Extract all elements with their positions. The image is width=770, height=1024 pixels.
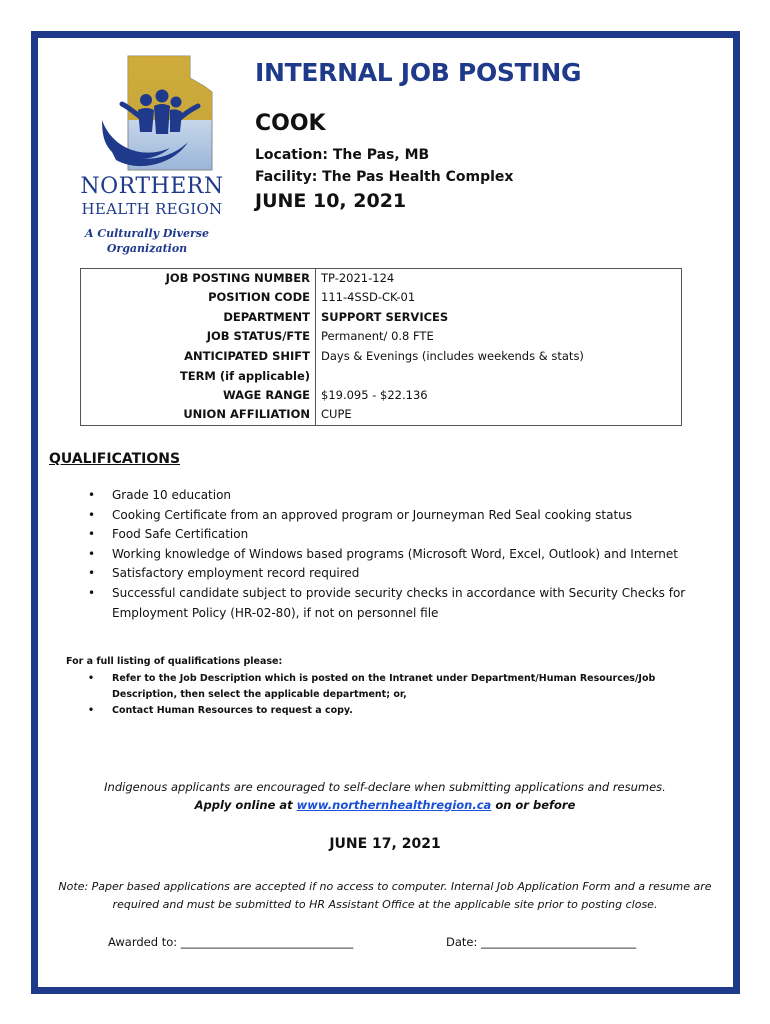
location-text: Location: The Pas, MB (255, 147, 430, 163)
closing-date: JUNE 17, 2021 (329, 836, 441, 852)
table-row (81, 288, 682, 308)
detail-label: JOB POSTING NUMBER (81, 269, 316, 289)
application-block (60, 778, 710, 814)
page-title: INTERNAL JOB POSTING (255, 58, 582, 87)
qualifications-list (88, 486, 708, 623)
job-details-table (80, 268, 682, 426)
detail-value: SUPPORT SERVICES (316, 308, 682, 328)
date-field: Date: ___________________________ (446, 935, 637, 949)
posting-date: JUNE 10, 2021 (255, 190, 407, 212)
detail-value: 111-4SSD-CK-01 (316, 288, 682, 308)
full-listing-intro: For a full listing of qualifications please: (66, 656, 283, 667)
apply-link[interactable]: www.northernhealthregion.ca (296, 798, 492, 812)
list-item: • Successful candidate subject to provide security checks in accordance with Security Checks for Employment Policy (HR-02-80), if not on personnel file (88, 584, 708, 623)
awarded-to-field: Awarded to: ______________________________ (108, 935, 354, 949)
detail-value: Permanent/ 0.8 FTE (316, 327, 682, 347)
apply-suffix: on or before (491, 798, 576, 812)
detail-label: POSITION CODE (81, 288, 316, 308)
detail-label: TERM (if applicable) (81, 366, 316, 386)
detail-label: DEPARTMENT (81, 308, 316, 328)
table-row (81, 347, 682, 367)
logo-tagline: A Culturally Diverse Organization (85, 227, 209, 255)
list-item: • Food Safe Certification (88, 525, 708, 545)
list-item: • Cooking Certificate from an approved program or Journeyman Red Seal cooking status (88, 506, 708, 526)
detail-label: JOB STATUS/FTE (81, 327, 316, 347)
detail-label: ANTICIPATED SHIFT (81, 347, 316, 367)
detail-value (316, 366, 682, 386)
detail-label: WAGE RANGE (81, 386, 316, 406)
detail-value: Days & Evenings (includes weekends & stats) (316, 347, 682, 367)
logo-name-line1: NORTHERN (80, 174, 224, 199)
detail-value: $19.095 - $22.136 (316, 386, 682, 406)
apply-prefix: Apply online at (194, 798, 297, 812)
apply-online-line (60, 796, 710, 814)
list-item: • Working knowledge of Windows based programs (Microsoft Word, Excel, Outlook) and Internet (88, 545, 708, 565)
table-row (81, 327, 682, 347)
facility-text: Facility: The Pas Health Complex (255, 169, 514, 185)
list-item: • Refer to the Job Description which is posted on the Intranet under Department/Human Resources/Job Description, then select the applicable department; or, (88, 671, 688, 703)
table-row (81, 406, 682, 426)
table-row (81, 366, 682, 386)
table-row (81, 269, 682, 289)
detail-value: CUPE (316, 406, 682, 426)
list-item: • Contact Human Resources to request a copy. (88, 703, 688, 719)
paper-application-note: Note: Paper based applications are accepted if no access to computer. Internal Job Application Form and a resume are required and must be submitted to HR Assistant Office at the applicable site prior to posting close. (58, 880, 712, 911)
logo-wordmark (62, 176, 242, 217)
detail-label: UNION AFFILIATION (81, 406, 316, 426)
logo-name-line2: HEALTH REGION (81, 200, 223, 218)
location-block (255, 144, 513, 188)
indigenous-note: Indigenous applicants are encouraged to self-declare when submitting applications and resumes. (104, 780, 666, 794)
list-item: • Grade 10 education (88, 486, 708, 506)
list-item: • Satisfactory employment record required (88, 564, 708, 584)
position-title: COOK (255, 111, 326, 136)
qualifications-heading: QUALIFICATIONS (49, 451, 181, 467)
full-listing-list (88, 671, 688, 719)
table-row (81, 386, 682, 406)
table-row (81, 308, 682, 328)
detail-value: TP-2021-124 (316, 269, 682, 289)
